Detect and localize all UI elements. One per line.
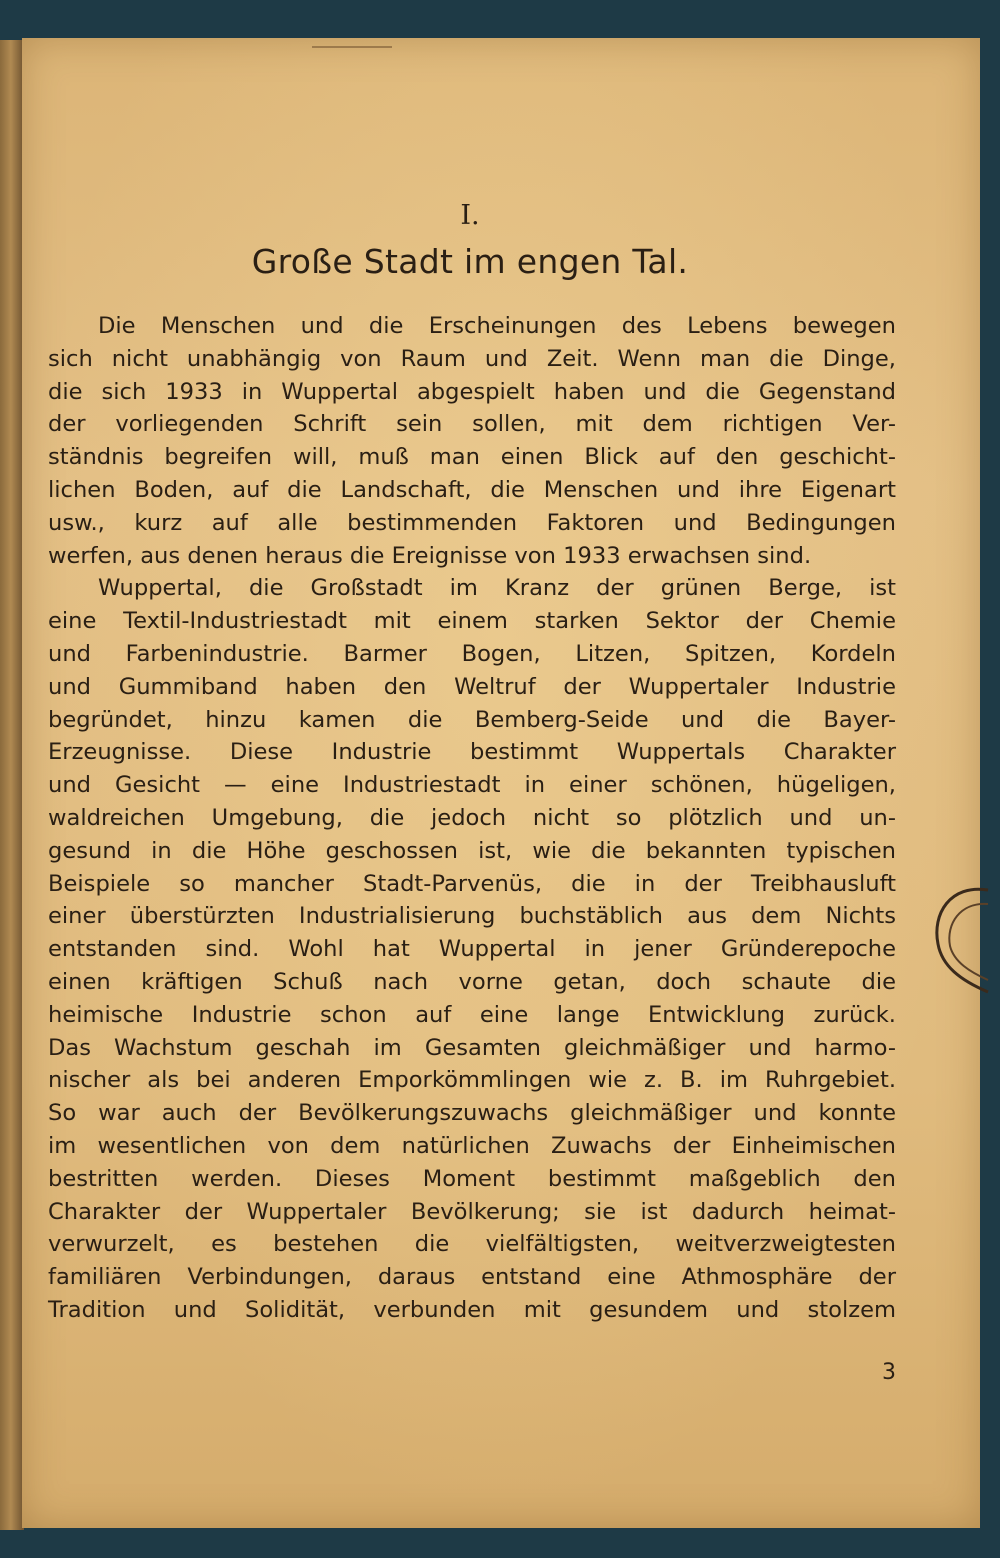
text-line: werfen, aus denen heraus die Ereignisse von 1933 erwachsen sind. <box>48 542 812 569</box>
chapter-title: Große Stadt im engen Tal. <box>251 242 689 281</box>
text-line: die sich 1933 in Wuppertal abgespielt haben und die Gegenstand <box>48 378 896 405</box>
text-line: lichen Boden, auf die Landschaft, die Menschen und ihre Eigenart <box>48 476 896 503</box>
page-number: 3 <box>882 1360 896 1385</box>
text-line: heimische Industrie schon auf eine lange Entwicklung zurück. <box>48 1001 896 1028</box>
text-line: verwurzelt, es bestehen die vielfältigsten, weitverzweigtesten <box>48 1231 896 1258</box>
text-line: ständnis begreifen will, muß man einen Blick auf den geschicht- <box>48 444 896 471</box>
text-line: Die Menschen und die Erscheinungen des Lebens bewegen <box>98 313 896 339</box>
text-line: Charakter der Wuppertaler Bevölkerung; sie ist dadurch heimat- <box>48 1198 896 1225</box>
text-line: der vorliegenden Schrift sein sollen, mit dem richtigen Ver- <box>48 411 896 438</box>
text-line: gesund in die Höhe geschossen ist, wie die bekannten typischen <box>48 837 896 864</box>
paper-clip-mark <box>930 884 990 994</box>
text-line: usw., kurz auf alle bestimmenden Faktoren und Bedingungen <box>48 509 896 536</box>
text-line: einen kräftigen Schuß nach vorne getan, doch schaute die <box>48 968 896 995</box>
text-line: sich nicht unabhängig von Raum und Zeit. Wenn man die Dinge, <box>48 345 896 372</box>
text-line: Erzeugnisse. Diese Industrie bestimmt Wuppertals Charakter <box>48 739 896 766</box>
text-line: und Gesicht — eine Industriestadt in einer schönen, hügeligen, <box>48 772 896 799</box>
book-binding <box>0 40 24 1530</box>
paragraph-2 <box>48 572 896 1326</box>
text-line: waldreichen Umgebung, die jedoch nicht so plötzlich und un- <box>48 804 896 831</box>
text-line: einer überstürzten Industrialisierung buchstäblich aus dem Nichts <box>48 903 896 930</box>
text-line: entstanden sind. Wohl hat Wuppertal in jener Gründerepoche <box>48 936 896 963</box>
paragraph-1 <box>48 310 896 572</box>
text-line: und Farbenindustrie. Barmer Bogen, Litzen, Spitzen, Kordeln <box>48 640 896 667</box>
text-line: Das Wachstum geschah im Gesamten gleichmäßiger und harmo- <box>48 1034 896 1061</box>
text-line: bestritten werden. Dieses Moment bestimmt maßgeblich den <box>48 1165 896 1192</box>
text-line: familiären Verbindungen, daraus entstand eine Athmosphäre der <box>48 1264 896 1291</box>
chapter-number: I. <box>460 200 480 231</box>
text-line: im wesentlichen von dem natürlichen Zuwachs der Einheimischen <box>48 1132 896 1159</box>
text-line: begründet, hinzu kamen die Bemberg-Seide und die Bayer- <box>48 706 896 733</box>
text-line: eine Textil-Industriestadt mit einem starken Sektor der Chemie <box>48 608 896 635</box>
text-line: Beispiele so mancher Stadt-Parvenüs, die in der Treibhausluft <box>48 870 896 897</box>
text-line: Tradition und Solidität, verbunden mit gesundem und stolzem <box>48 1296 896 1323</box>
top-mark <box>312 46 392 48</box>
body-text <box>48 310 896 1327</box>
text-line: So war auch der Bevölkerungszuwachs gleichmäßiger und konnte <box>48 1100 896 1127</box>
text-line: Wuppertal, die Großstadt im Kranz der grünen Berge, ist <box>98 575 896 602</box>
paper-page <box>22 38 980 1528</box>
text-line: nischer als bei anderen Emporkömmlingen wie z. B. im Ruhrgebiet. <box>48 1067 896 1094</box>
text-line: und Gummiband haben den Weltruf der Wuppertaler Industrie <box>48 673 896 700</box>
